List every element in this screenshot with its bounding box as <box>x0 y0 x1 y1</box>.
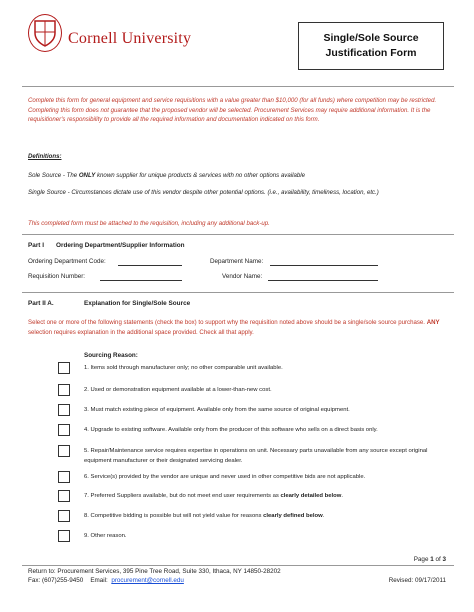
single-source-definition: Single Source - Circumstances dictate use of this vendor despite other potential options. (i.e., availability, timeliness, location, etc.) <box>28 189 379 196</box>
revised-date: Revised: 09/17/2011 <box>388 577 446 584</box>
instructions-pre: Select one or more of the following statements (check the box) to support why the requisition noted above should be a single/sole source purchase. <box>28 319 427 326</box>
instructions-post: selection requires explanation in the additional space provided. Check all that apply. <box>28 328 254 336</box>
vendor-name-field[interactable] <box>268 273 378 281</box>
intro-text: Complete this form for general equipment and service requisitions with a value greater than $10,000 (for all funds) where competition may be restricted. Completing this form does not guarantee that the proposed vendor will be selected. Procurement Services may require additional information. It is the requisitioner's responsibility to provide all the required information and documentation indicated on this form. <box>28 97 437 123</box>
part1-number: Part I <box>28 242 44 249</box>
email-label: Email: <box>90 577 108 584</box>
instructions-any: ANY <box>426 319 440 326</box>
reason-5-text: 5. Repair/Maintenance service requires expertise in operations on unit. Necessary parts unavailable from any source except original equipment manufacturer or their designated servicing dealer. <box>84 448 428 464</box>
ordering-code-field[interactable] <box>118 258 182 266</box>
reason-2-checkbox[interactable] <box>58 384 70 396</box>
sole-prefix: Sole Source - The <box>28 172 79 179</box>
sole-source-definition <box>28 171 305 181</box>
reason-9-text: 9. Other reason. <box>84 533 127 539</box>
department-name-label: Department Name: <box>210 258 264 265</box>
definitions-heading: Definitions: <box>28 153 62 160</box>
section-divider-1 <box>22 234 454 235</box>
shield-icon <box>32 18 58 48</box>
ordering-code-label: Ordering Department Code: <box>28 258 106 265</box>
part2a-instructions <box>28 318 442 337</box>
reason-8-checkbox[interactable] <box>58 510 70 522</box>
cornell-seal-logo <box>28 14 62 52</box>
reason-1-text: 1. Items sold through manufacturer only; no other comparable unit available. <box>84 365 283 371</box>
header-divider <box>22 86 454 87</box>
requisition-number-field[interactable] <box>100 273 182 281</box>
form-title-line1: Single/Sole Source <box>323 32 419 44</box>
reason-4-checkbox[interactable] <box>58 424 70 436</box>
reason-7-checkbox[interactable] <box>58 490 70 502</box>
part2a-number: Part II A. <box>28 300 54 307</box>
form-title-box <box>298 22 444 70</box>
reason-1-checkbox[interactable] <box>58 362 70 374</box>
attach-note: This completed form must be attached to the requisition, including any additional back-up. <box>28 220 270 227</box>
reason-2-text: 2. Used or demonstration equipment available at a lower-than-new cost. <box>84 387 272 393</box>
section-divider-2 <box>22 292 454 293</box>
reason-6-checkbox[interactable] <box>58 471 70 483</box>
part2a-title: Explanation for Single/Sole Source <box>84 300 191 307</box>
reason-6-text: 6. Service(s) provided by the vendor are unique and never used in other competitive bids are not applicable. <box>84 474 366 480</box>
vendor-name-label: Vendor Name: <box>222 273 263 280</box>
return-address: Return to: Procurement Services, 395 Pine Tree Road, Suite 330, Ithaca, NY 14850-28202 <box>28 568 281 575</box>
reason-9-checkbox[interactable] <box>58 530 70 542</box>
reason-4-text: 4. Upgrade to existing software. Available only from the producer of this software who sells on a direct basis only. <box>84 427 378 433</box>
sole-suffix: known supplier for unique products & services with no other options available <box>95 172 305 179</box>
footer-divider <box>22 565 454 566</box>
reason-7-text: 7. Preferred Suppliers available, but do not meet end user requirements as clearly detailed below. <box>84 493 344 499</box>
sourcing-reason-heading: Sourcing Reason: <box>84 352 138 359</box>
university-name: Cornell University <box>68 30 192 47</box>
part1-title: Ordering Department/Supplier Information <box>56 242 185 249</box>
fax-number: Fax: (607)255-9450 <box>28 577 84 584</box>
form-title-line2: Justification Form <box>325 47 417 59</box>
email-link[interactable]: procurement@cornell.edu <box>111 577 184 584</box>
reason-5-checkbox[interactable] <box>58 445 70 457</box>
reason-3-text: 3. Must match existing piece of equipment. Available only from the same source of original equipment. <box>84 407 350 413</box>
requisition-number-label: Requisition Number: <box>28 273 86 280</box>
sole-only-emphasis: ONLY <box>78 172 96 179</box>
footer-contact <box>28 577 184 584</box>
reason-3-checkbox[interactable] <box>58 404 70 416</box>
page-number: Page 1 of 3 <box>413 556 446 563</box>
reason-8-text: 8. Competitive bidding is possible but will not yield value for reasons clearly defined below. <box>84 513 325 519</box>
department-name-field[interactable] <box>270 258 378 266</box>
